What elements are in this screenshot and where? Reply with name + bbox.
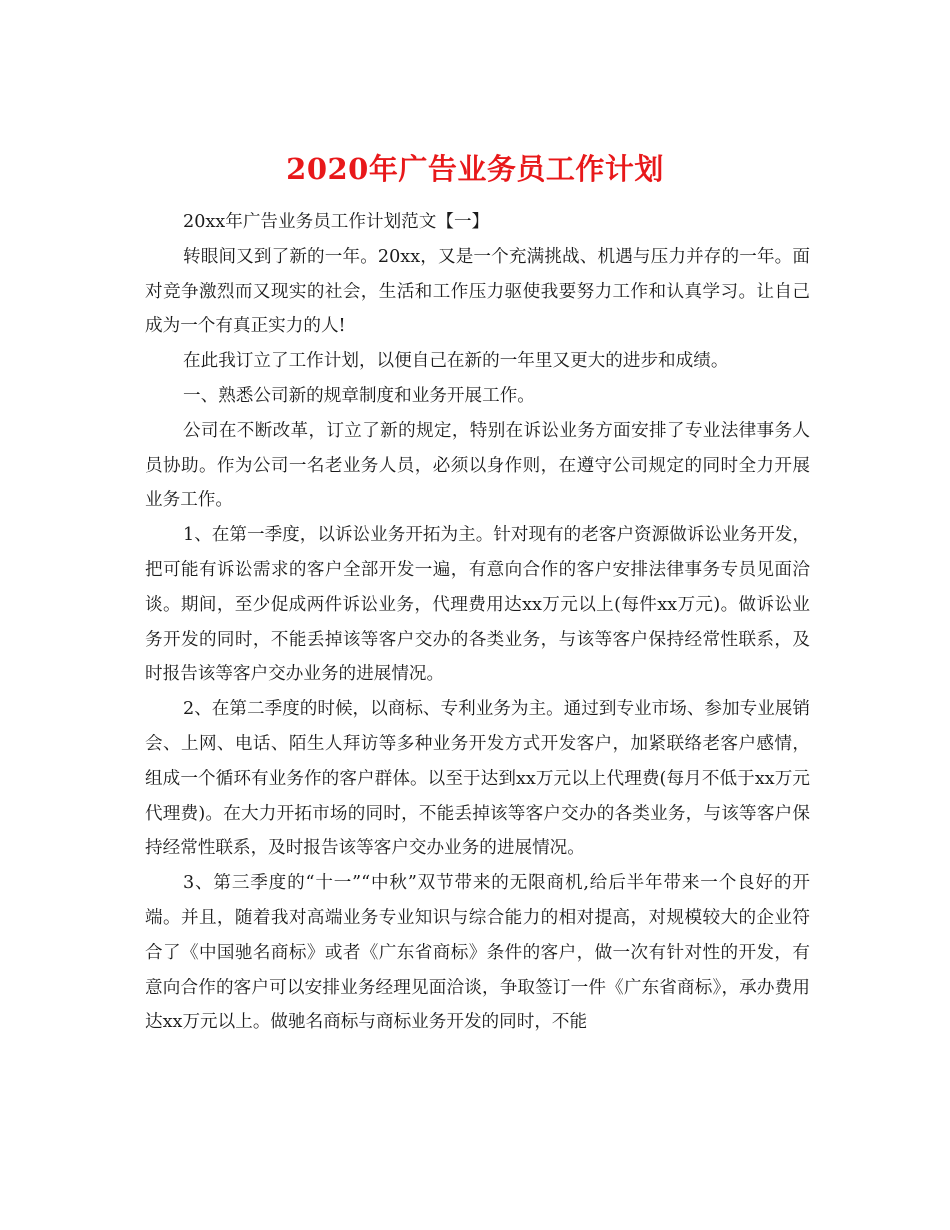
paragraph-q1: 1、在第一季度，以诉讼业务开拓为主。针对现有的老客户资源做诉讼业务开发，把可能有诉讼需求的客户全部开发一遍，有意向合作的客户安排法律事务专员见面洽谈。期间，至少促成两件诉讼业务，代理费用达xx万元以上(每件xx万元)。做诉讼业务开发的同时，不能丢掉该等客户交办的各类业务，与该等客户保持经常性联系，及时报告该等客户交办业务的进展情况。	[145, 525, 810, 685]
paragraph-q2: 2、在第二季度的时候，以商标、专利业务为主。通过到专业市场、参加专业展销会、上网、电话、陌生人拜访等多种业务开发方式开发客户，加紧联络老客户感情，组成一个循环有业务作的客户群体。以至于达到xx万元以上代理费(每月不低于xx万元代理费)。在大力开拓市场的同时，不能丢掉该等客户交办的各类业务，与该等客户保持经常性联系，及时报告该等客户交办业务的进展情况。	[145, 699, 810, 859]
paragraph-q3: 3、第三季度的“十一”“中秋”双节带来的无限商机,给后半年带来一个良好的开端。并且，随着我对高端业务专业知识与综合能力的相对提高，对规模较大的企业符合了《中国驰名商标》或者《广东省商标》条件的客户，做一次有针对性的开发，有意向合作的客户可以安排业务经理见面洽谈，争取签订一件《广东省商标》，承办费用达xx万元以上。做驰名商标与商标业务开发的同时，不能	[145, 873, 810, 1033]
paragraph: 公司在不断改革，订立了新的规定，特别在诉讼业务方面安排了专业法律事务人员协助。作为公司一名老业务人员，必须以身作则，在遵守公司规定的同时全力开展业务工作。	[145, 420, 810, 511]
document-title: 2020年广告业务员工作计划	[286, 152, 664, 187]
document-body	[145, 205, 810, 1040]
paragraph-subtitle: 20xx年广告业务员工作计划范文【一】	[183, 212, 490, 232]
section-heading: 一、熟悉公司新的规章制度和业务开展工作。	[183, 385, 535, 406]
paragraph: 转眼间又到了新的一年。20xx，又是一个充满挑战、机遇与压力并存的一年。面对竞争激烈而又现实的社会，生活和工作压力驱使我要努力工作和认真学习。让自己成为一个有真正实力的人!	[145, 246, 810, 337]
paragraph: 在此我订立了工作计划，以便自己在新的一年里又更大的进步和成绩。	[183, 351, 729, 372]
